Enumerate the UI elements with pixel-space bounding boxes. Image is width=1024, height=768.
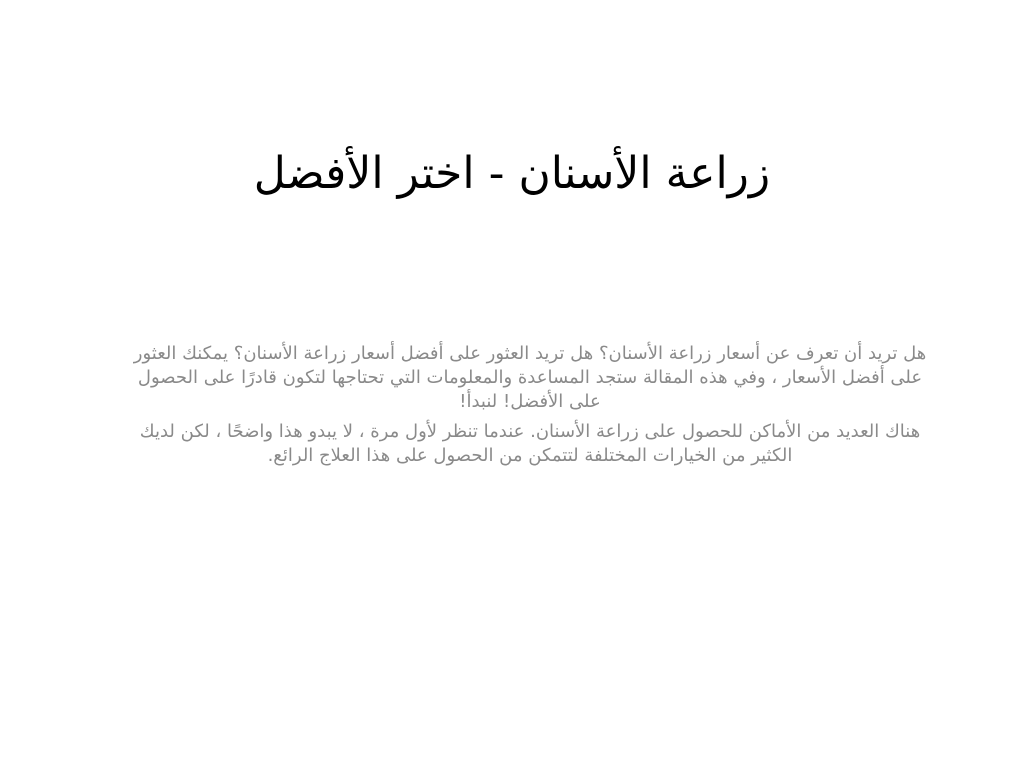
slide-title: زراعة الأسنان - اختر الأفضل	[253, 148, 771, 199]
body-paragraph-2: هناك العديد من الأماكن للحصول على زراعة الأسنان. عندما تنظر لأول مرة ، لا يبدو هذا واضحًا ، لكن لديك الكثير من الخيارات المختلفة لتتمكن من الحصول على هذا العلاج الرائع.	[139, 421, 921, 466]
slide-body	[130, 342, 930, 474]
body-paragraph-1: هل تريد أن تعرف عن أسعار زراعة الأسنان؟ هل تريد العثور على أفضل أسعار زراعة الأسنان؟ يمكنك العثور على أفضل الأسعار ، وفي هذه المقالة ستجد المساعدة والمعلومات التي تحتاجها لتكون قادرًا على الحصول على الأفضل! لنبدأ!	[133, 343, 927, 412]
